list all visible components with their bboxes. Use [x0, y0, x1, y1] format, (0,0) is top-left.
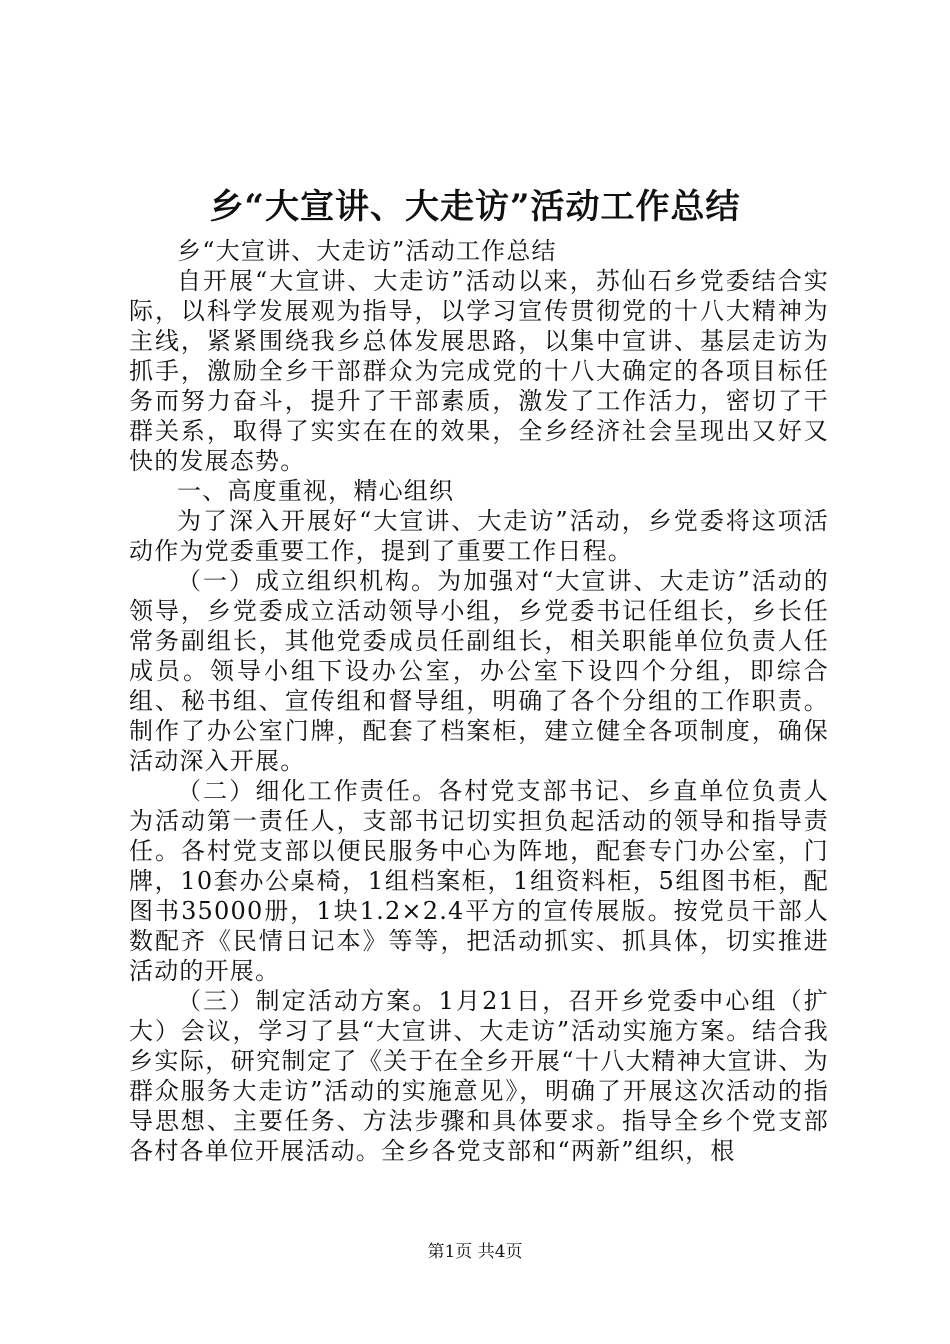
item-1-paragraph: （一）成立组织机构。为加强对“大宣讲、大走访”活动的领导，乡党委成立活动领导小组，乡党委书记任组长，乡长任常务副组长，其他党委成员任副组长，相关职能单位负责人任成员。领导小组下设办公室，办公室下设四个分组，即综合组、秘书组、宣传组和督导组，明确了各个分组的工作职责。制作了办公室门牌，配套了档案柜，建立健全各项制度，确保活动深入开展。: [129, 567, 829, 775]
document-title: 乡“大宣讲、大走访”活动工作总结: [209, 187, 741, 227]
item-2-paragraph: （二）细化工作责任。各村党支部书记、乡直单位负责人为活动第一责任人，支部书记切实担负起活动的领导和指导责任。各村党支部以便民服务中心为阵地，配套专门办公室，门牌，10套办公桌椅，1组档案柜，1组资料柜，5组图书柜，配图书35000册，1块1.2×2.4平方的宣传展版。按党员干部人数配齐《民情日记本》等等，把活动抓实、抓具体，切实推进活动的开展。: [129, 777, 829, 985]
section-intro-paragraph: 为了深入开展好“大宣讲、大走访”活动，乡党委将这项活动作为党委重要工作，提到了重要工作日程。: [129, 507, 829, 565]
section-heading: 一、高度重视，精心组织: [177, 477, 455, 505]
subtitle-paragraph: 乡“大宣讲、大走访”活动工作总结: [177, 237, 557, 265]
intro-paragraph: 自开展“大宣讲、大走访”活动以来，苏仙石乡党委结合实际，以科学发展观为指导，以学习宣传贯彻党的十八大精神为主线，紧紧围绕我乡总体发展思路，以集中宣讲、基层走访为抓手，激励全乡干部群众为完成党的十八大确定的各项目标任务而努力奋斗，提升了干部素质，激发了工作活力，密切了干群关系，取得了实实在在的效果，全乡经济社会呈现出又好又快的发展态势。: [129, 267, 829, 475]
document-body: [129, 236, 829, 1166]
page-footer: 第1页 共4页: [427, 1242, 523, 1262]
item-3-paragraph: （三）制定活动方案。1月21日，召开乡党委中心组（扩大）会议，学习了县“大宣讲、大走访”活动实施方案。结合我乡实际，研究制定了《关于在全乡开展“十八大精神大宣讲、为群众服务大走访”活动的实施意见》，明确了开展这次活动的指导思想、主要任务、方法步骤和具体要求。指导全乡个党支部各村各单位开展活动。全乡各党支部和“两新”组织，根: [129, 987, 829, 1165]
